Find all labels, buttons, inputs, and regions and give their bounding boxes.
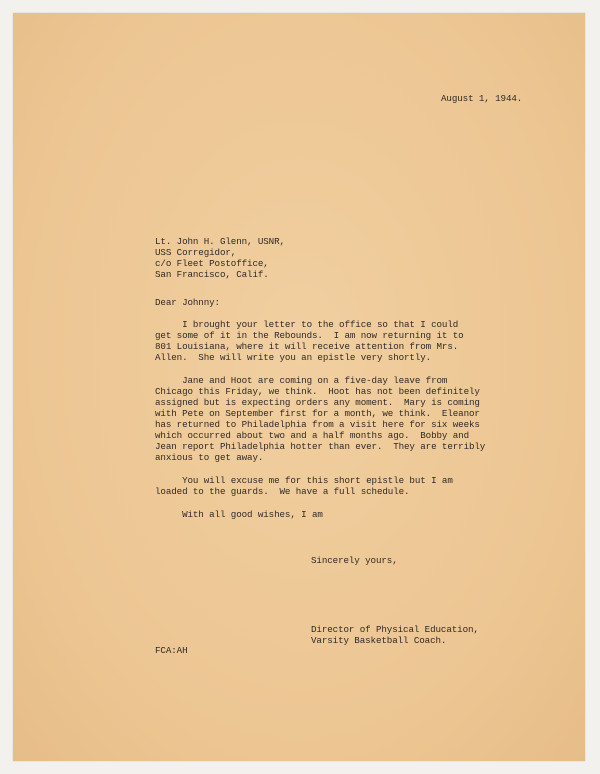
salutation: Dear Johnny: <box>155 297 220 308</box>
address-line-2: USS Corregidor, <box>155 247 237 258</box>
paragraph-1-line-1: I brought your letter to the office so that I could <box>155 319 459 330</box>
address-line-3: c/o Fleet Postoffice, <box>155 258 269 269</box>
signature-title-1: Director of Physical Education, <box>311 624 479 635</box>
paragraph-2-line-8: anxious to get away. <box>155 452 264 463</box>
address-line-1: Lt. John H. Glenn, USNR, <box>155 236 285 247</box>
typist-initials: FCA:AH <box>155 645 188 656</box>
paragraph-2-line-3: assigned but is expecting orders any moment. Mary is coming <box>155 397 480 408</box>
letter-page <box>13 13 585 761</box>
paragraph-2-line-7: Jean report Philadelphia hotter than ever. They are terribly <box>155 441 486 452</box>
letter-date: August 1, 1944. <box>441 93 523 104</box>
paragraph-2-line-4: with Pete on September first for a month, we think. Eleanor <box>155 408 480 419</box>
address-line-4: San Francisco, Calif. <box>155 269 269 280</box>
signature-title-2: Varsity Basketball Coach. <box>311 635 447 646</box>
paragraph-2-line-1: Jane and Hoot are coming on a five-day leave from <box>155 375 448 386</box>
paragraph-1-line-3: 801 Louisiana, where it will receive attention from Mrs. <box>155 341 459 352</box>
paragraph-1-line-4: Allen. She will write you an epistle very shortly. <box>155 352 432 363</box>
paragraph-2-line-5: has returned to Philadelphia from a visit here for six weeks <box>155 419 480 430</box>
paragraph-3-line-2: loaded to the guards. We have a full schedule. <box>155 486 410 497</box>
paragraph-2-line-6: which occurred about two and a half months ago. Bobby and <box>155 430 469 441</box>
paragraph-3-line-1: You will excuse me for this short epistle but I am <box>155 475 453 486</box>
closing: Sincerely yours, <box>311 555 398 566</box>
paragraph-2-line-2: Chicago this Friday, we think. Hoot has not been definitely <box>155 386 480 397</box>
paragraph-4-line-1: With all good wishes, I am <box>155 509 323 520</box>
paragraph-1-line-2: get some of it in the Rebounds. I am now returning it to <box>155 330 464 341</box>
